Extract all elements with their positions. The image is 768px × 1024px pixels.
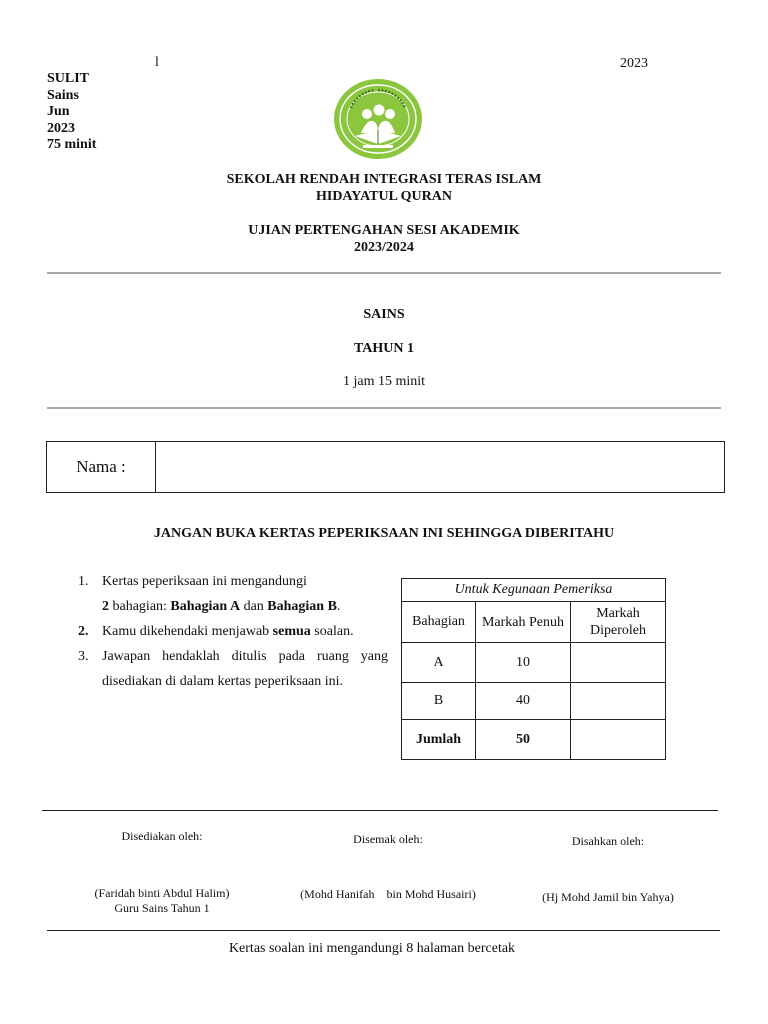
- name-box: [46, 441, 725, 493]
- divider: [42, 810, 718, 811]
- instruction-number: 2.: [78, 624, 89, 639]
- column-header: Bahagian: [402, 602, 476, 643]
- column-header: Markah Penuh: [476, 602, 571, 643]
- header-mark: l: [155, 55, 159, 70]
- warning-text: JANGAN BUKA KERTAS PEPERIKSAAN INI SEHINGGA DIBERITAHU: [153, 526, 615, 541]
- exam-session: 2023/2024: [354, 240, 414, 255]
- section-cell: A: [402, 643, 476, 683]
- paper-code-line: 2023: [47, 120, 75, 136]
- divider: [47, 407, 721, 409]
- approved-by-label: Disahkan oleh:: [571, 834, 645, 848]
- instruction-number: 3.: [78, 649, 89, 664]
- column-header: Markah Diperoleh: [571, 602, 666, 643]
- instruction-item: [78, 619, 388, 644]
- section-cell: B: [402, 683, 476, 720]
- checked-by-label: Disemak oleh:: [353, 832, 423, 846]
- paper-code-block: [47, 71, 96, 154]
- paper-code-line: Sains: [47, 87, 79, 103]
- instruction-text: Kertas peperiksaan ini mengandungi: [102, 574, 307, 589]
- instruction-number: 1.: [78, 574, 89, 589]
- instruction-text: Jawapan hendaklah ditulis pada ruang yang disediakan di dalam kertas peperiksaan ini.: [102, 649, 388, 689]
- instruction-item: [78, 594, 388, 619]
- school-name-line1: SEKOLAH RENDAH INTEGRASI TERAS ISLAM: [226, 172, 542, 187]
- checked-by-name: (Mohd Hanifah bin Mohd Husairi): [300, 887, 476, 901]
- obtained-mark-cell[interactable]: [571, 643, 666, 683]
- page-count-note: Kertas soalan ini mengandungi 8 halaman bercetak: [228, 941, 516, 956]
- prepared-by-label: Disediakan oleh:: [121, 829, 203, 843]
- marks-table: [401, 578, 666, 760]
- table-row-total: [402, 720, 666, 760]
- full-mark-cell: 40: [476, 683, 571, 720]
- table-row: [402, 683, 666, 720]
- duration: 1 jam 15 minit: [342, 374, 426, 389]
- obtained-mark-cell[interactable]: [571, 683, 666, 720]
- instruction-text: Kamu dikehendaki menjawab semua soalan.: [102, 624, 354, 639]
- instruction-item: [78, 569, 388, 594]
- instructions: [78, 569, 388, 694]
- total-obtained-cell[interactable]: [571, 720, 666, 760]
- total-full-cell: 50: [476, 720, 571, 760]
- prepared-by-name: (Faridah binti Abdul Halim): [94, 886, 230, 900]
- full-mark-cell: 10: [476, 643, 571, 683]
- divider: [47, 930, 720, 931]
- year-title: TAHUN 1: [353, 341, 415, 356]
- paper-code-line: Jun: [47, 104, 70, 119]
- instruction-item: [78, 644, 388, 694]
- prepared-by-title: Guru Sains Tahun 1: [114, 901, 210, 915]
- approved-by-name: (Hj Mohd Jamil bin Yahya): [542, 890, 674, 904]
- exam-title: UJIAN PERTENGAHAN SESI AKADEMIK: [248, 223, 520, 238]
- divider: [47, 272, 721, 274]
- subject-title: SAINS: [363, 307, 405, 322]
- name-field[interactable]: [156, 442, 724, 492]
- name-label: Nama :: [47, 442, 156, 492]
- marks-table-caption: Untuk Kegunaan Pemeriksa: [402, 579, 666, 602]
- table-row: [402, 643, 666, 683]
- school-crest-icon: [333, 78, 423, 160]
- instruction-text: 2 bahagian: Bahagian A dan Bahagian B.: [102, 599, 341, 614]
- paper-code-line: SULIT: [47, 71, 90, 86]
- total-label-cell: Jumlah: [402, 720, 476, 760]
- header-year: 2023: [620, 56, 648, 71]
- paper-code-line: 75 minit: [47, 137, 97, 152]
- school-name-line2: HIDAYATUL QURAN: [315, 189, 452, 204]
